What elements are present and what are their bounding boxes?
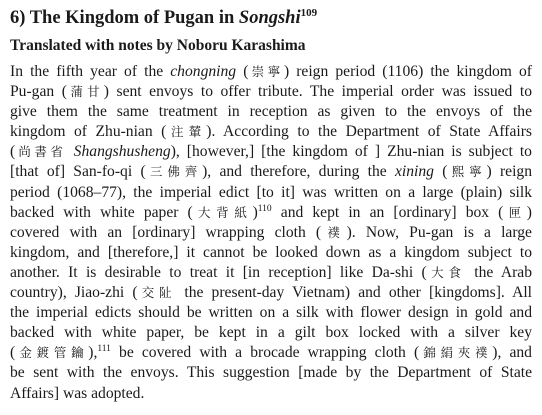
italic-term: xining bbox=[394, 163, 434, 181]
text-run: Affairs] was adopted. bbox=[10, 384, 145, 402]
text-run: and kept in an [ordinary] box ( bbox=[271, 203, 504, 221]
text-line bbox=[10, 62, 532, 82]
text-line bbox=[10, 243, 532, 263]
text-line bbox=[10, 384, 532, 404]
text-run: kingdom of Zhu-nian ( bbox=[10, 123, 167, 141]
text-run: ( bbox=[433, 163, 448, 181]
chinese-characters: 大食 bbox=[426, 264, 466, 280]
text-run: ). According to the Department of State Affairs bbox=[206, 123, 532, 141]
text-line bbox=[10, 283, 532, 303]
text-run: the present-day Vietnam) and other [kingdoms]. All bbox=[176, 284, 532, 302]
chinese-characters: 錦絹夾襆 bbox=[419, 345, 493, 361]
italic-term: Shangshusheng bbox=[73, 143, 171, 161]
text-line bbox=[10, 203, 532, 223]
text-run: country), Jiao-zhi ( bbox=[10, 284, 138, 302]
text-run: give them the same treatment in reception as given to the envoys of the bbox=[10, 103, 532, 121]
text-run: period (1068–77), the imperial edict [to it] was written on a large (plain) silk bbox=[10, 183, 532, 201]
chinese-characters: 襆 bbox=[321, 224, 347, 240]
body-paragraph bbox=[10, 62, 532, 404]
text-run: ) bbox=[252, 203, 258, 221]
text-line bbox=[10, 142, 532, 162]
text-run: ) bbox=[526, 203, 532, 221]
section-title-italic: Songshi bbox=[238, 8, 301, 28]
text-line bbox=[10, 363, 532, 383]
text-run: another. It is desirable to treat it [in reception] like Da-shi ( bbox=[10, 263, 427, 281]
text-run: ( bbox=[10, 143, 16, 161]
text-line bbox=[10, 263, 532, 283]
text-run: ) reign period (1106) the kingdom of bbox=[283, 63, 532, 80]
text-run: backed with white paper, be kept in a gilt box locked with a silver key bbox=[10, 324, 532, 342]
text-run: ). Now, Pu-gan is a large bbox=[346, 223, 532, 241]
text-run: ), and therefore, during the bbox=[202, 163, 395, 181]
footnote-ref: 110 bbox=[257, 203, 272, 214]
text-line bbox=[10, 323, 532, 343]
text-run bbox=[67, 143, 74, 160]
text-run: be covered with a brocade wrapping cloth ( bbox=[110, 344, 420, 362]
chinese-characters: 注輦 bbox=[166, 124, 207, 140]
chinese-characters: 大背紙 bbox=[192, 204, 253, 220]
chinese-characters: 三佛齊 bbox=[145, 164, 203, 180]
italic-term: chongning bbox=[170, 63, 237, 80]
text-line bbox=[10, 122, 532, 142]
text-line bbox=[10, 102, 532, 122]
section-title: The Kingdom of Pugan in bbox=[29, 8, 239, 28]
text-line bbox=[10, 82, 532, 102]
text-run: Pu-gan ( bbox=[10, 83, 67, 101]
chinese-characters: 金鍍管鑰 bbox=[15, 345, 89, 361]
text-line bbox=[10, 162, 532, 182]
chinese-characters: 尚書省 bbox=[15, 144, 67, 160]
text-run: ), bbox=[88, 344, 98, 362]
text-run: be sent with the envoys. This suggestion [made by the Department of State bbox=[10, 364, 532, 382]
text-run: ( bbox=[236, 63, 249, 80]
section-number: 6) bbox=[10, 8, 30, 28]
text-line bbox=[10, 183, 532, 203]
text-run: ), and bbox=[492, 344, 532, 362]
text-run: kingdom, and [therefore,] it cannot be looked down as a kingdom subject to bbox=[10, 243, 532, 261]
text-run: covered with an [ordinary] wrapping cloth ( bbox=[10, 223, 322, 241]
chinese-characters: 熙寧 bbox=[447, 164, 487, 180]
text-run: ) sent envoys to offer tribute. The imperial order was issued to bbox=[103, 83, 532, 101]
text-run: ( bbox=[10, 344, 16, 362]
text-run: [that of] San-fo-qi ( bbox=[10, 163, 146, 181]
chinese-characters: 交阯 bbox=[137, 285, 177, 301]
text-run: In the fifth year of the bbox=[10, 63, 171, 80]
chinese-characters: 崇寧 bbox=[248, 64, 284, 79]
text-run: ), [however,] [the kingdom of ] Zhu-nian is subject to bbox=[170, 143, 532, 161]
text-line bbox=[10, 343, 532, 363]
translator-byline: Translated with notes by Noboru Karashima bbox=[10, 37, 306, 54]
chinese-characters: 蒲甘 bbox=[66, 84, 104, 100]
text-line bbox=[10, 303, 532, 323]
footnote-ref: 109 bbox=[300, 7, 318, 19]
section-heading bbox=[10, 6, 532, 30]
footnote-ref: 111 bbox=[97, 344, 111, 355]
text-run: backed with white paper ( bbox=[10, 203, 193, 221]
chinese-characters: 匣 bbox=[503, 204, 527, 220]
text-run: ) reign bbox=[486, 163, 532, 181]
text-run: the Arab bbox=[465, 263, 532, 281]
text-line bbox=[10, 223, 532, 243]
text-run: the imperial edicts should be written on a silk with flower design in gold and bbox=[10, 304, 532, 322]
